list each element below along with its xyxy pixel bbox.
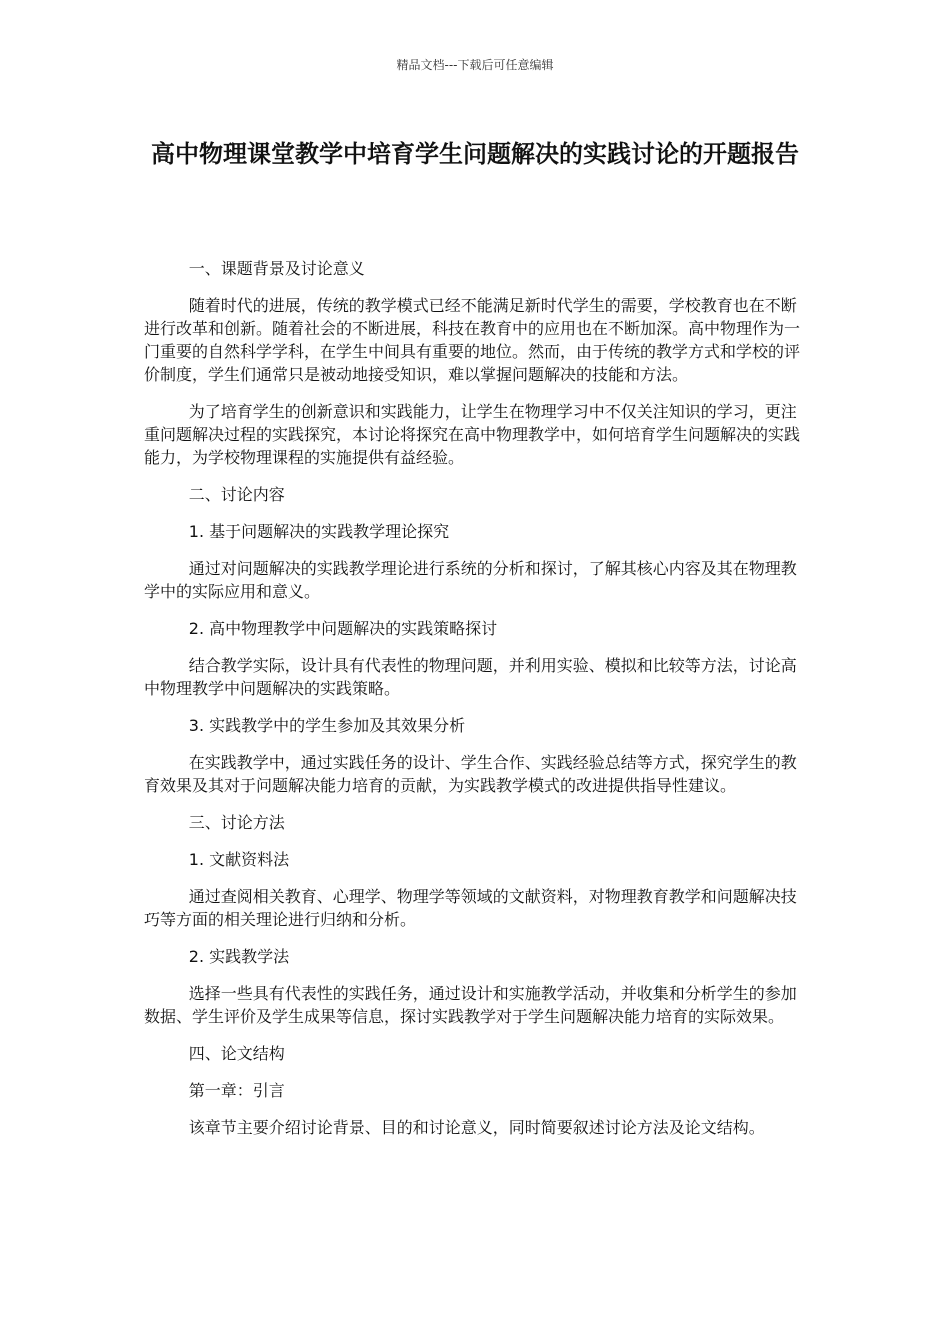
subheading-practice-method: 2. 实践教学法: [188, 947, 290, 966]
subheading-strategy: 2. 高中物理教学中问题解决的实践策略探讨: [188, 619, 498, 638]
subheading-chapter-1: 第一章：引言: [188, 1081, 285, 1100]
paragraph-strategy: 结合教学实际，设计具有代表性的物理问题，并利用实验、模拟和比较等方法，讨论高中物理教学中问题解决的实践策略。: [144, 656, 797, 698]
header-note: 精品文档---下载后可任意编辑: [396, 58, 554, 72]
section-heading-methods: 三、讨论方法: [188, 813, 285, 832]
subheading-theory: 1. 基于问题解决的实践教学理论探究: [188, 522, 450, 541]
paragraph-theory: 通过对问题解决的实践教学理论进行系统的分析和探讨，了解其核心内容及其在物理教学中的实际应用和意义。: [144, 559, 797, 601]
subheading-participation: 3. 实践教学中的学生参加及其效果分析: [188, 716, 466, 735]
section-heading-background: 一、课题背景及讨论意义: [188, 259, 365, 278]
document-body: [144, 257, 812, 1153]
paragraph-background-1: 随着时代的进展，传统的教学模式已经不能满足新时代学生的需要，学校教育也在不断进行改革和创新。随着社会的不断进展，科技在教育中的应用也在不断加深。高中物理作为一门重要的自然科学学科，在学生中间具有重要的地位。然而，由于传统的教学方式和学校的评价制度，学生们通常只是被动地接受知识，难以掌握问题解决的技能和方法。: [144, 296, 801, 384]
paragraph-literature-method: 通过查阅相关教育、心理学、物理学等领域的文献资料，对物理教育教学和问题解决技巧等方面的相关理论进行归纳和分析。: [144, 887, 797, 929]
section-heading-content: 二、讨论内容: [188, 485, 285, 504]
section-heading-structure: 四、论文结构: [188, 1044, 285, 1063]
paragraph-participation: 在实践教学中，通过实践任务的设计、学生合作、实践经验总结等方式，探究学生的教育效果及其对于问题解决能力培育的贡献，为实践教学模式的改进提供指导性建议。: [144, 753, 797, 795]
page-title: 高中物理课堂教学中培育学生问题解决的实践讨论的开题报告: [151, 140, 799, 168]
paragraph-chapter-1: 该章节主要介绍讨论背景、目的和讨论意义，同时简要叙述讨论方法及论文结构。: [188, 1118, 765, 1137]
subheading-literature-method: 1. 文献资料法: [188, 850, 290, 869]
paragraph-background-2: 为了培育学生的创新意识和实践能力，让学生在物理学习中不仅关注知识的学习，更注重问题解决过程的实践探究，本讨论将探究在高中物理教学中，如何培育学生问题解决的实践能力，为学校物理课程的实施提供有益经验。: [144, 402, 801, 467]
paragraph-practice-method: 选择一些具有代表性的实践任务，通过设计和实施教学活动，并收集和分析学生的参加数据、学生评价及学生成果等信息，探讨实践教学对于学生问题解决能力培育的实际效果。: [144, 984, 797, 1026]
